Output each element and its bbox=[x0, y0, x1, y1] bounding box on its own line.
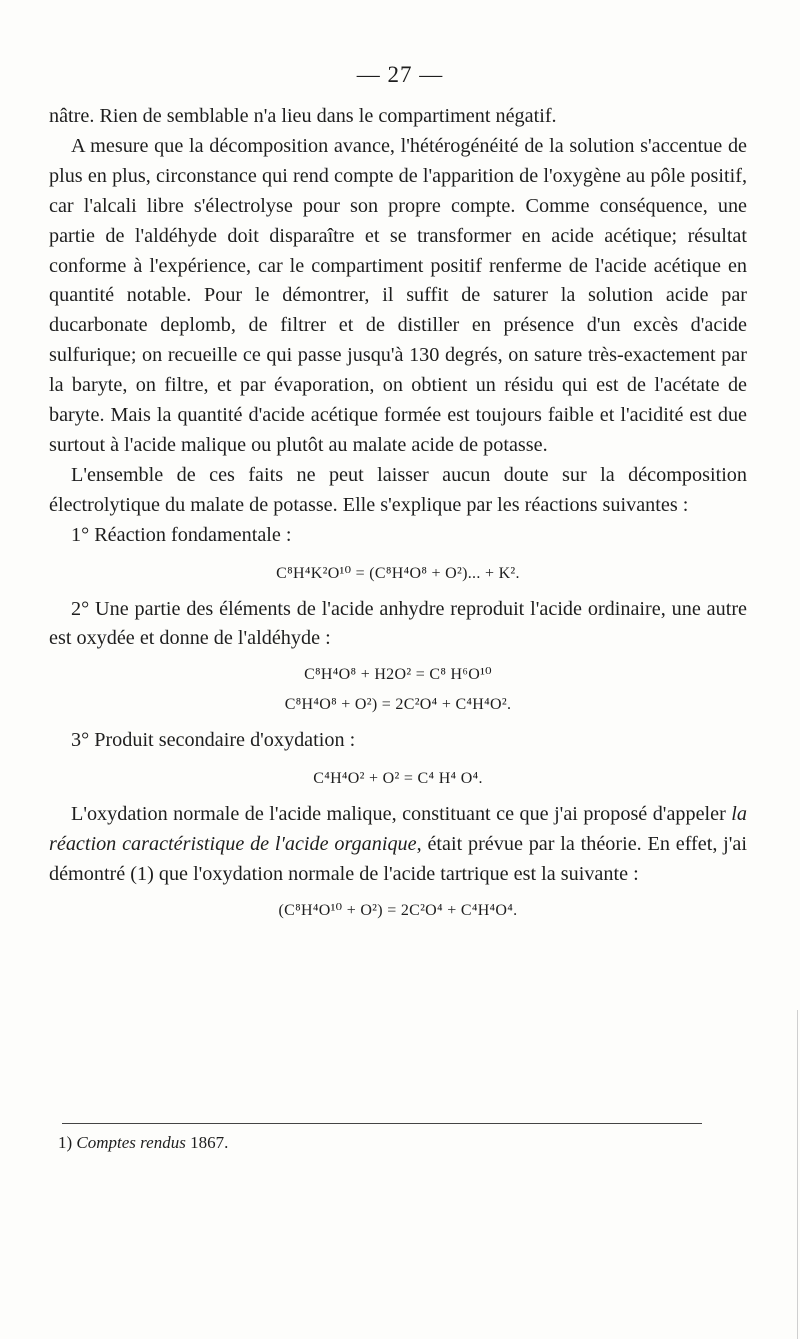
paragraph-normal-oxidation bbox=[49, 800, 747, 890]
formula-secondary: C⁴H⁴O² + O² = C⁴ H⁴ O⁴. bbox=[313, 770, 483, 788]
footnote-year: 1867. bbox=[190, 1133, 229, 1152]
page-number: — 27 — bbox=[356, 62, 444, 87]
formula-oxidation: C⁸H⁴O⁸ + O²) = 2C²O⁴ + C⁴H⁴O². bbox=[284, 696, 512, 714]
footnote-source: Comptes rendus bbox=[76, 1133, 186, 1152]
paragraph-conclusion: L'ensemble de ces faits ne peut laisser aucun doute sur la décomposition électrolytique du malate de potasse. Elle s'explique par les réactions suivantes : bbox=[49, 463, 747, 516]
paragraph-part-1: L'oxydation normale de l'acide malique, constituant ce que j'ai proposé d'appeler bbox=[71, 802, 732, 825]
formula-fundamental: C⁸H⁴K²O¹⁰ = (C⁸H⁴O⁸ + O²)... + K². bbox=[276, 564, 520, 582]
page-edge-line bbox=[797, 1010, 798, 1339]
reaction-heading-3: 3° Produit secondaire d'oxydation : bbox=[71, 729, 356, 752]
body-text bbox=[49, 102, 747, 926]
paragraph-decomposition: A mesure que la décomposition avance, l'hétérogénéité de la solution s'accentue de plus en plus, circonstance qui rend compte de l'apparition de l'oxygène au pôle positif, car l'alcali libre s'électrolyse pour son propre compte. Comme conséquence, une partie de l'aldéhyde doit disparaître et se transformer en acide acétique; résultat conforme à l'expérience, car le compartiment positif renferme de l'acide acétique en quantité notable. Pour le démontrer, il suffit de saturer la solution acide par ducarbonate deplomb, de filtrer et de distiller en présence d'un excès d'acide sulfurique; on recueille ce qui passe jusqu'à 130 degrés, on sature très-exactement par la baryte, on filtre, et par évaporation, on obtient un résidu qui est de l'acétate de baryte. Mais la quantité d'acide acétique formée est toujours faible et l'acidité est due surtout à l'acide malique ou plutôt au malate acide de potasse. bbox=[49, 134, 747, 456]
reaction-heading-2: 2° Une partie des éléments de l'acide anhydre reproduit l'acide ordinaire, une autre est oxydée et donne de l'aldéhyde : bbox=[49, 597, 747, 650]
footnote-marker: 1) bbox=[58, 1133, 73, 1152]
formula-hydration: C⁸H⁴O⁸ + H2O² = C⁸ H⁶O¹⁰ bbox=[304, 666, 492, 684]
footnote-divider bbox=[62, 1123, 702, 1124]
reaction-heading-1: 1° Réaction fondamentale : bbox=[71, 523, 292, 546]
formula-tartaric: (C⁸H⁴O¹⁰ + O²) = 2C²O⁴ + C⁴H⁴O⁴. bbox=[278, 901, 518, 919]
italic-term: la réaction caractéristique de l'acide organique bbox=[49, 802, 747, 855]
paragraph-part-2: , était prévue par la théorie. En effet, j'ai démontré (1) que l'oxydation normale de l'acide tartrique est la suivante : bbox=[49, 832, 747, 885]
paragraph-continuation: nâtre. Rien de semblable n'a lieu dans le compartiment négatif. bbox=[49, 105, 557, 127]
footnote bbox=[58, 1133, 228, 1153]
